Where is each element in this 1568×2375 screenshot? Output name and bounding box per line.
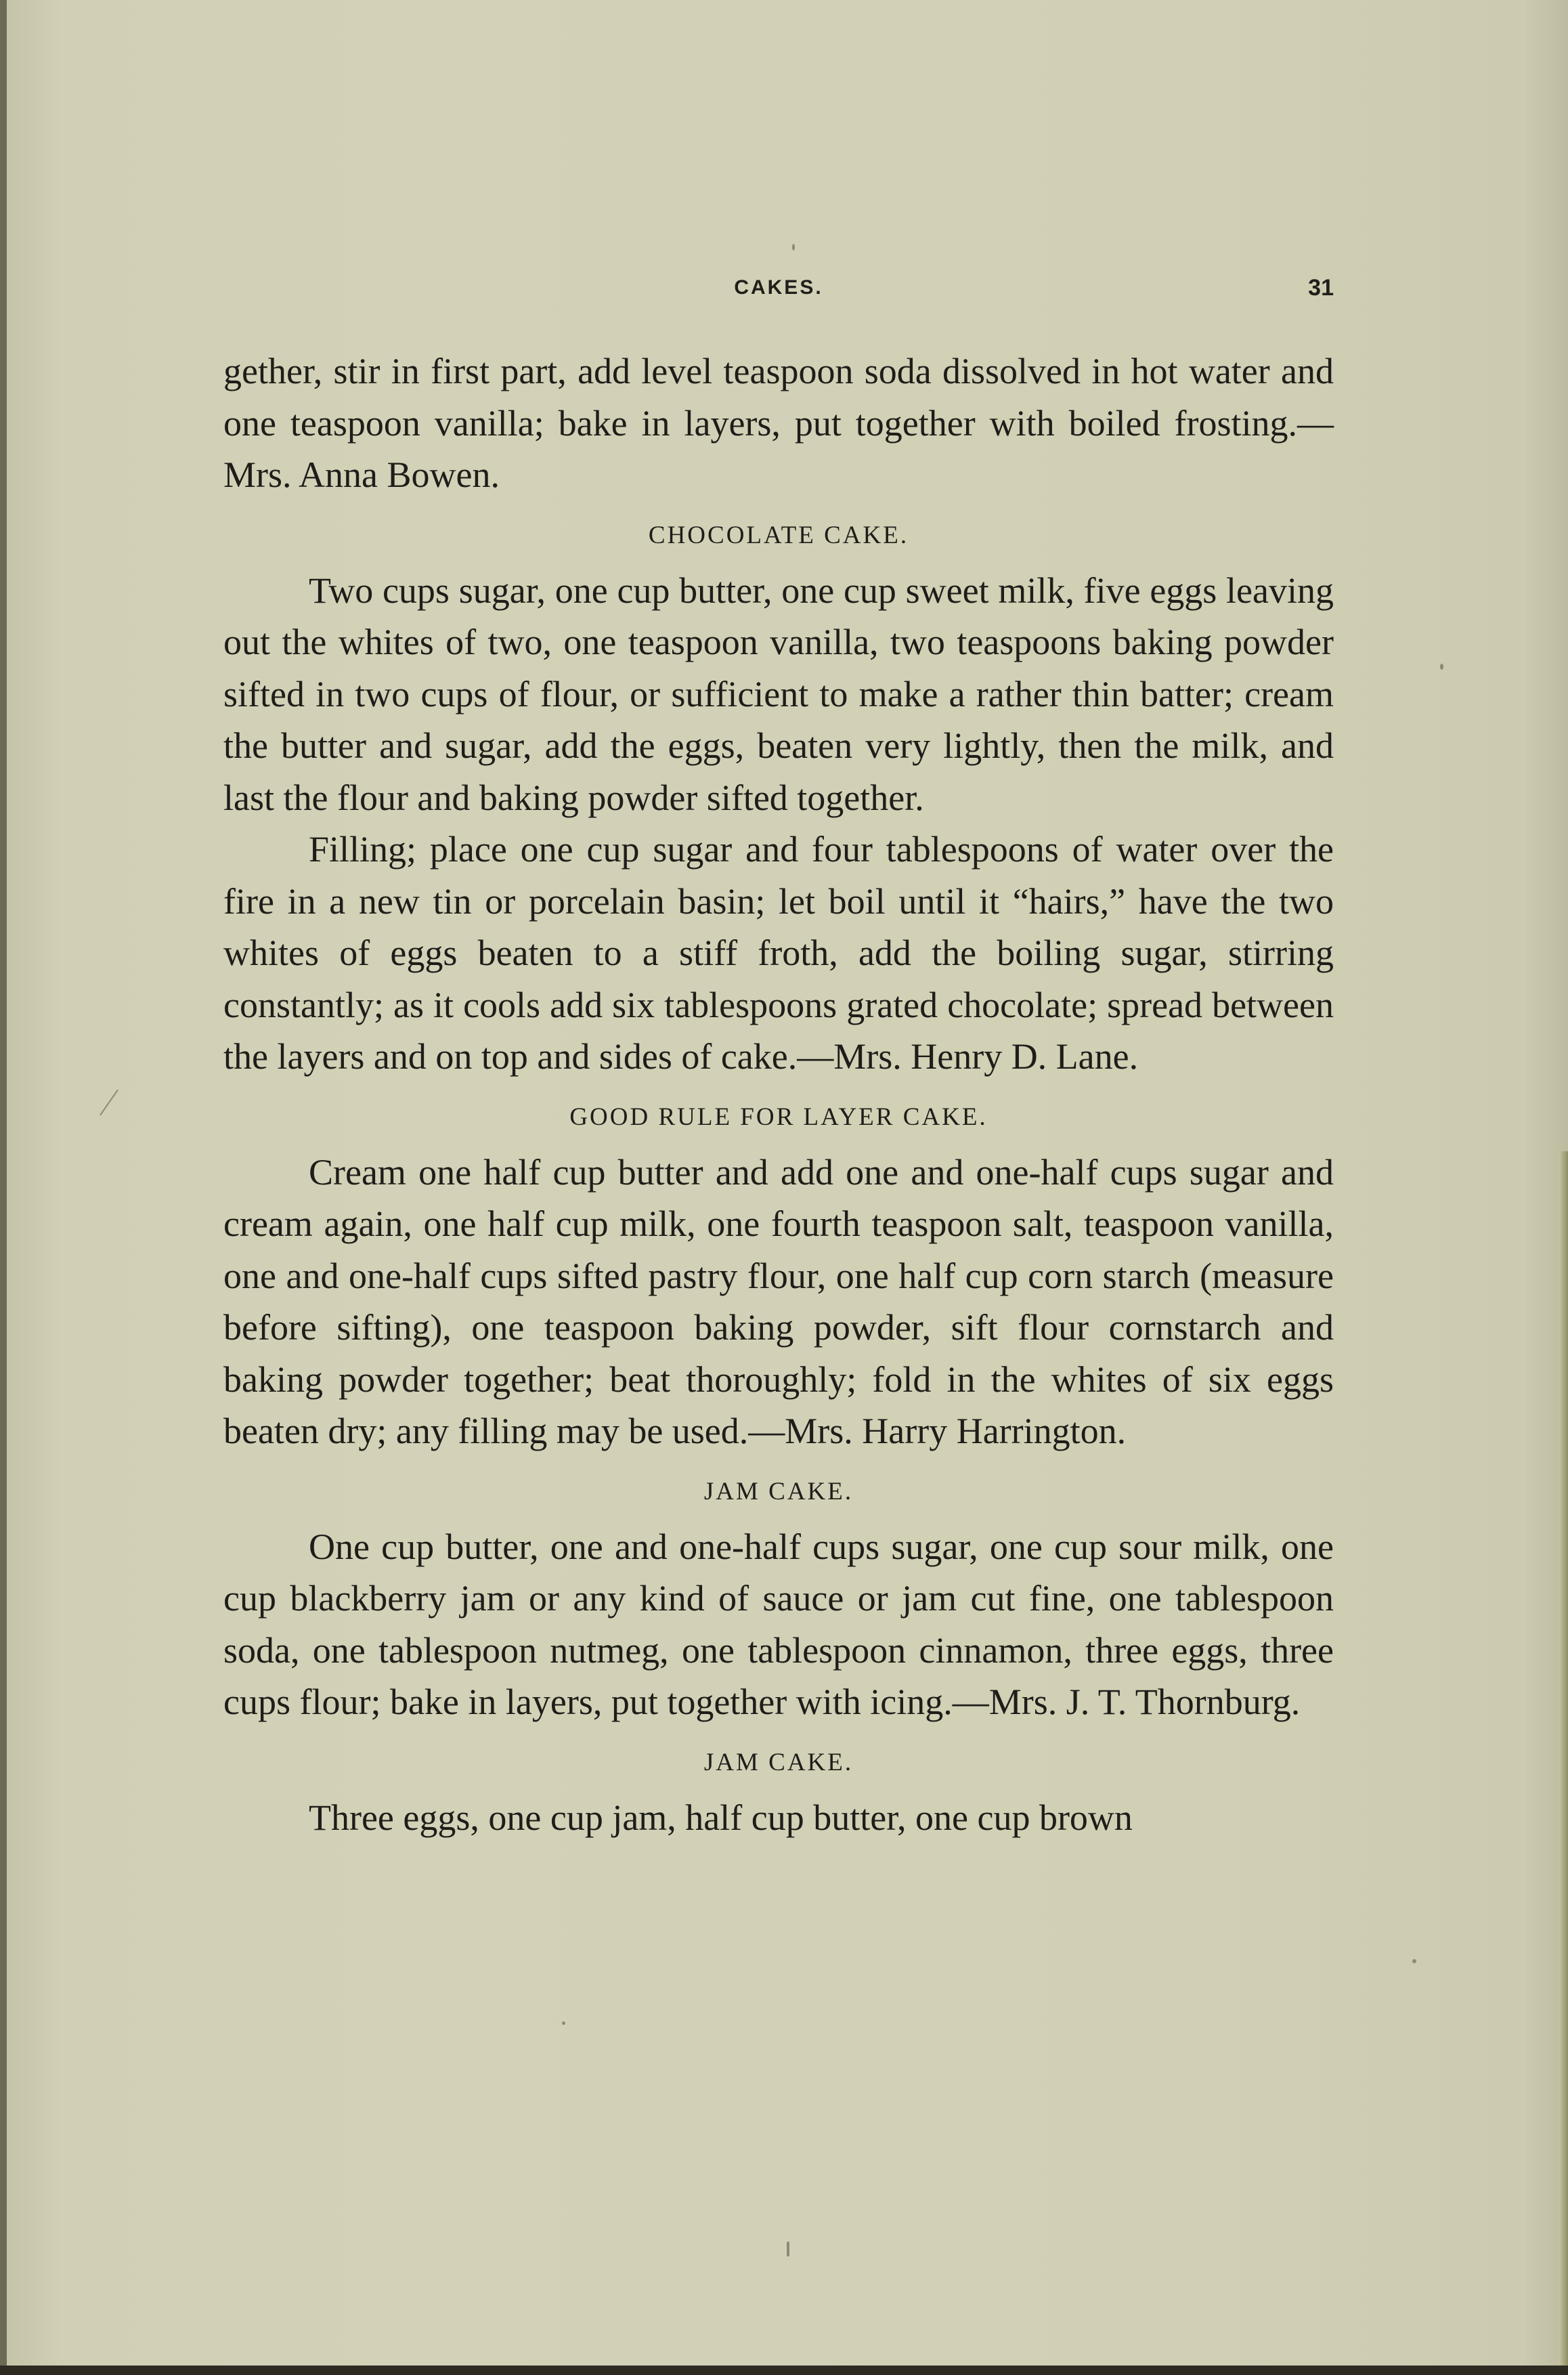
paper-speck <box>787 2242 789 2256</box>
paragraph: Filling; place one cup sugar and four tablespoons of water over the fire in a new tin or porcelain basin; let boil until it “hairs,” have the two whites of eggs beaten to a stiff froth, add the boiling sugar, stirring constantly; as it cools add six tablespoons grated chocolate; spread between the layers and on top and sides of cake.—Mrs. Henry D. Lane. <box>223 829 1334 1077</box>
page-right-edge <box>1559 1151 1568 2375</box>
paragraph: One cup butter, one and one-half cups sugar, one cup sour milk, one cup blackberry jam or any kind of sauce or jam cut fine, one tablespoon soda, one tablespoon nutmeg, one tablespoon cinnamon, three eggs, three cups flour; bake in layers, put together with icing.—Mrs. J. T. Thornburg. <box>223 1526 1334 1722</box>
paper-speck <box>1440 664 1443 670</box>
section-heading: GOOD RULE FOR LAYER CAKE. <box>569 1103 988 1131</box>
page-left-edge <box>0 0 7 2375</box>
page-header <box>223 270 1334 310</box>
paragraph: Cream one half cup butter and add one and one-half cups sugar and cream again, one half cup milk, one fourth teaspoon salt, teaspoon vanilla, one and one-half cups sifted pastry flour, one half cup corn starch (measure before sifting), one teaspoon baking powder, sift flour cornstarch and baking powder together; beat thoroughly; fold in the whites of six eggs beaten dry; any filling may be used.—Mrs. Harry Harrington. <box>223 1151 1334 1451</box>
section-heading: JAM CAKE. <box>703 1477 854 1505</box>
paper-mark <box>100 1090 118 1116</box>
paragraph: gether, stir in first part, add level teaspoon soda dissolved in hot water and one teaspoon vanilla; bake in layers, put together with boiled frosting.—Mrs. Anna Bowen. <box>223 351 1334 495</box>
page-bottom-edge <box>0 2366 1568 2375</box>
paper-speck <box>792 244 795 251</box>
paper-speck <box>1412 1959 1416 1963</box>
running-head: CAKES. <box>734 276 823 299</box>
section-heading: CHOCOLATE CAKE. <box>648 521 909 549</box>
body-text <box>223 345 1334 1843</box>
section-heading: JAM CAKE. <box>703 1748 854 1776</box>
paragraph: Three eggs, one cup jam, half cup butter, one cup brown <box>309 1797 1133 1838</box>
paper-speck <box>562 2021 565 2025</box>
paragraph: Two cups sugar, one cup butter, one cup sweet milk, five eggs leaving out the whites of two, one teaspoon vanilla, two teaspoons baking powder sifted in two cups of flour, or sufficient to make a rather thin batter; cream the butter and sugar, add the eggs, beaten very lightly, then the milk, and last the flour and baking powder sifted together. <box>223 570 1334 818</box>
page-number: 31 <box>1308 275 1334 301</box>
